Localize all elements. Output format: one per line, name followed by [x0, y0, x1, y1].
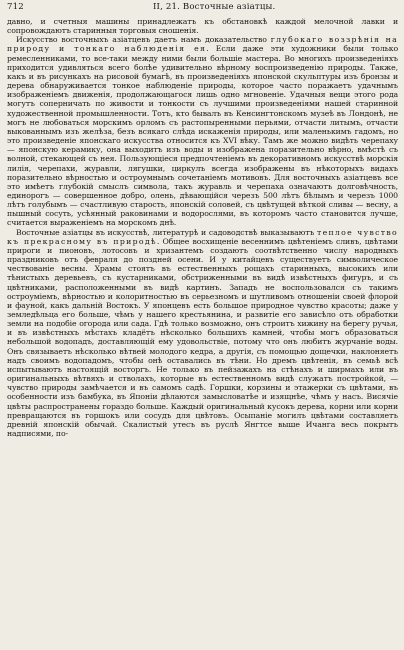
paragraph-text: Искусство восточныхъ азіатцевъ даетъ намъ доказательство	[16, 35, 271, 45]
body-paragraph	[7, 17, 398, 35]
paragraph-text: давно, и счетныя машины принадлежатъ къ обстановкѣ каждой мелочной лавки и сопровождаютъ старинныя торговыя сношенія.	[7, 17, 398, 36]
body-paragraph	[7, 35, 398, 227]
paragraph-text: . Если даже эти художники были только ремесленниками, то все-таки между ними были большіе мастера. Во многихъ произведеніяхъ приходится удивляться всего болѣе удивительно вѣрному воспроизведенію природы. Также, какъ и въ рисункахъ на рисовой бумагѣ, въ произведеніяхъ японской скульптуры изъ бронзы и дерева обнаруживается тонкое наблюденіе природы, которое часто поражаетъ удачнымъ изображеніемъ движенія, продолжающагося лишь одно мгновеніе. Удачныя вещи этого рода могутъ соперничать по живости и тонкости съ лучшими произведеніями нашей старинной художественной промышленности. Тотъ, кто бывалъ въ Кенсингтонскомъ музеѣ въ Лондонѣ, не могъ не любоваться морскимъ орломъ съ растопыренными перьями, отчасти литымъ, отчасти выкованнымъ изъ желѣза, безъ всякаго слѣда искаженія природы, или маленькимъ гадомъ, но это произведеніе японскаго искусства относится къ XVI вѣку. Тамъ же можно видѣть черепаху — японскую керамику, она выходитъ изъ воды и изображена поразительно вѣрно, вмѣстѣ съ волной, стекающей съ нея. Пользующіеся предпочтеніемъ въ декоративномъ искусствѣ морскія лилія, черепахи, журавли, лягушки, циркулъ всегда изображены въ нѣкоторыхъ видахъ поразительно вѣрностью и остроумнымъ сочетаніемъ мотивовъ. Для восточныхъ азіатцевъ все это имѣетъ глубокій смыслъ символа, такъ журавль и черепаха означаютъ долговѣчность, единорогъ — совершенное добро, олень, дѣвающійся черезъ 500 лѣтъ бѣлымъ и черезъ 1000 лѣтъ голубымъ — счастливую старость, японскій соловей, съ цвѣтущей вѣткой сливы — весну, а пышный сосуть, усѣянный раковинами и водорослями, въ которомъ часто становится лучше, считается выраженіемъ на морскомъ днѣ.	[7, 44, 398, 228]
running-title: II, 21. Восточные азіатцы.	[153, 2, 276, 12]
emphasized-text: теплое чувство къ прекрасному въ природѣ	[7, 227, 398, 246]
emphasized-text: глубокаго воззрѣнія на природу и тонкаго наблюденія ея	[7, 35, 398, 54]
page-number: 712	[7, 2, 24, 12]
paragraph-text: . Общее восхищеніе весеннимъ цвѣтеніемъ сливъ, цвѣтами прироги и пионовъ, лотосовъ и хризантемъ создаютъ соотвѣтственно числу народныхъ праздниковъ отъ февраля до поздней осени. И у китайцевъ существуетъ символическое чествованіе весны. Храмы стоятъ въ естественныхъ рощахъ старинныхъ, высокихъ или тѣнистыхъ деревьевъ, съ кустарниками, обстриженными въ видѣ извѣстныхъ фигуръ, и съ цвѣтниками, расположенными въ видѣ картинъ. Западъ не воспользовался съ такимъ остроуміемъ, вѣрностью и колоритностью въ серьезномъ и шутливомъ отношеніи своей флорой и фауной, какъ дальній Востокъ. У японцевъ есть большое природное чувство красоты; даже у земледѣльца его больше, чѣмъ у нашего крестьянина, и развитіе его зависѣло отъ обработки земли на подобіе огорода или сада. Гдѣ только возможно, онъ строитъ хижину на берегу ручья, и въ извѣстныхъ мѣстахъ кладётъ нѣсколько большихъ камней, чтобы могъ образоваться небольшой водопадъ, доставляющій ему удовольствіе, потому что онъ любитъ журчаніе воды. Онъ связываетъ нѣсколько вѣтвей молодого кедра, а другія, съ помощью дощечки, наклоняетъ надъ своимъ водопадомъ, чтобы онѣ оставались въ тѣни. Но дремъ цвѣтенія, въ семьѣ всѣ испытываютъ настоящій восторгъ. Не только въ пейзажахъ на стѣнахъ и ширмахъ или въ оригинальныхъ вѣтвяхъ и стволахъ, которые въ естественномъ видѣ служатъ постройкой, — чувство природы замѣчается и въ самомъ садѣ. Горшки, корзины и этажерки съ цвѣтами, въ особенности изъ бамбука, въ Японіи дѣлаются замысловатѣе и изящнѣе, чѣмъ у насъ. Висячіе цвѣты распространены гораздо больше. Каждый оригинальный кусокъ дерева, корни или корни превращаются въ горшокъ или сосудъ для цвѣтовъ. Осыпаніе могилъ цвѣтами составляетъ древній японскій обычай. Скалистый утесъ въ руслѣ Янгтсе выше Ичанга весь покрытъ надписями, по-	[7, 236, 398, 439]
page-header	[7, 2, 398, 16]
body-paragraph	[7, 228, 398, 439]
paragraph-text: Восточные азіатцы въ искусствѣ, литературѣ и садоводствѣ выказываютъ	[16, 227, 317, 237]
page-body	[7, 17, 398, 438]
